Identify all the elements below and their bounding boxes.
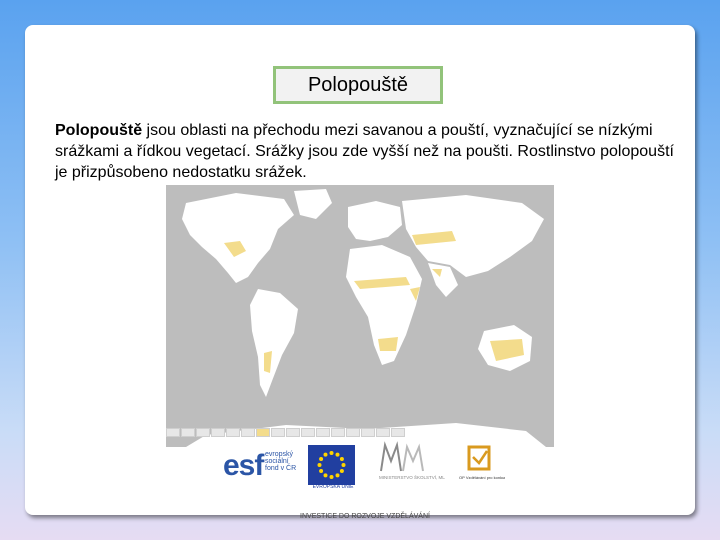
esf-mark: esf [223, 449, 264, 482]
slide [25, 25, 695, 520]
legend-swatch [196, 428, 210, 437]
legend-swatch [286, 428, 300, 437]
world-map [166, 185, 554, 447]
legend-swatch [361, 428, 375, 437]
op-vk-icon [455, 443, 505, 487]
legend-swatch [346, 428, 360, 437]
esf-logo [223, 443, 298, 485]
legend-swatch [376, 428, 390, 437]
world-map-svg [166, 185, 554, 447]
investment-footer: INVESTICE DO ROZVOJE VZDĚLÁVÁNÍ [300, 513, 430, 520]
paragraph-bold-term: Polopouště [55, 122, 143, 139]
legend-swatch [271, 428, 285, 437]
legend-swatch [241, 428, 255, 437]
msmt-logo [375, 441, 445, 487]
legend-swatch [316, 428, 330, 437]
legend-swatch [181, 428, 195, 437]
esf-text: evropský sociální fond v ČR [265, 451, 297, 472]
paragraph-text: jsou oblasti na přechodu mezi savanou a pouští, vyznačující se nízkými srážkami a řídkou vegetací. Srážky jsou zde vyšší než na poušti. Rostlinstvo polopouští je přizpůsobeno nedostatku srážek. [55, 122, 674, 181]
msmt-text: MINISTERSTVO ŠKOLSTVÍ, ML [379, 475, 445, 480]
legend-swatch [301, 428, 315, 437]
legend-swatch [211, 428, 225, 437]
legend-swatch [226, 428, 240, 437]
eu-flag-logo [308, 445, 355, 485]
slide-title-text: Polopouště [307, 73, 409, 96]
msmt-mark-icon [375, 441, 445, 487]
map-legend [166, 425, 414, 439]
legend-swatch [331, 428, 345, 437]
legend-swatch [391, 428, 405, 437]
legend-swatch [256, 428, 270, 437]
slide-title [273, 66, 443, 104]
body-paragraph [55, 120, 675, 183]
eu-stars-icon [308, 445, 355, 485]
eu-text: EVROPSKÁ UNIE [312, 484, 354, 490]
funding-logos [223, 441, 505, 520]
semidesert-south-africa [378, 337, 398, 351]
legend-swatch [166, 428, 180, 437]
op-text: OP Vzdělávání pro konkur [459, 475, 505, 480]
op-vk-logo [455, 443, 505, 487]
